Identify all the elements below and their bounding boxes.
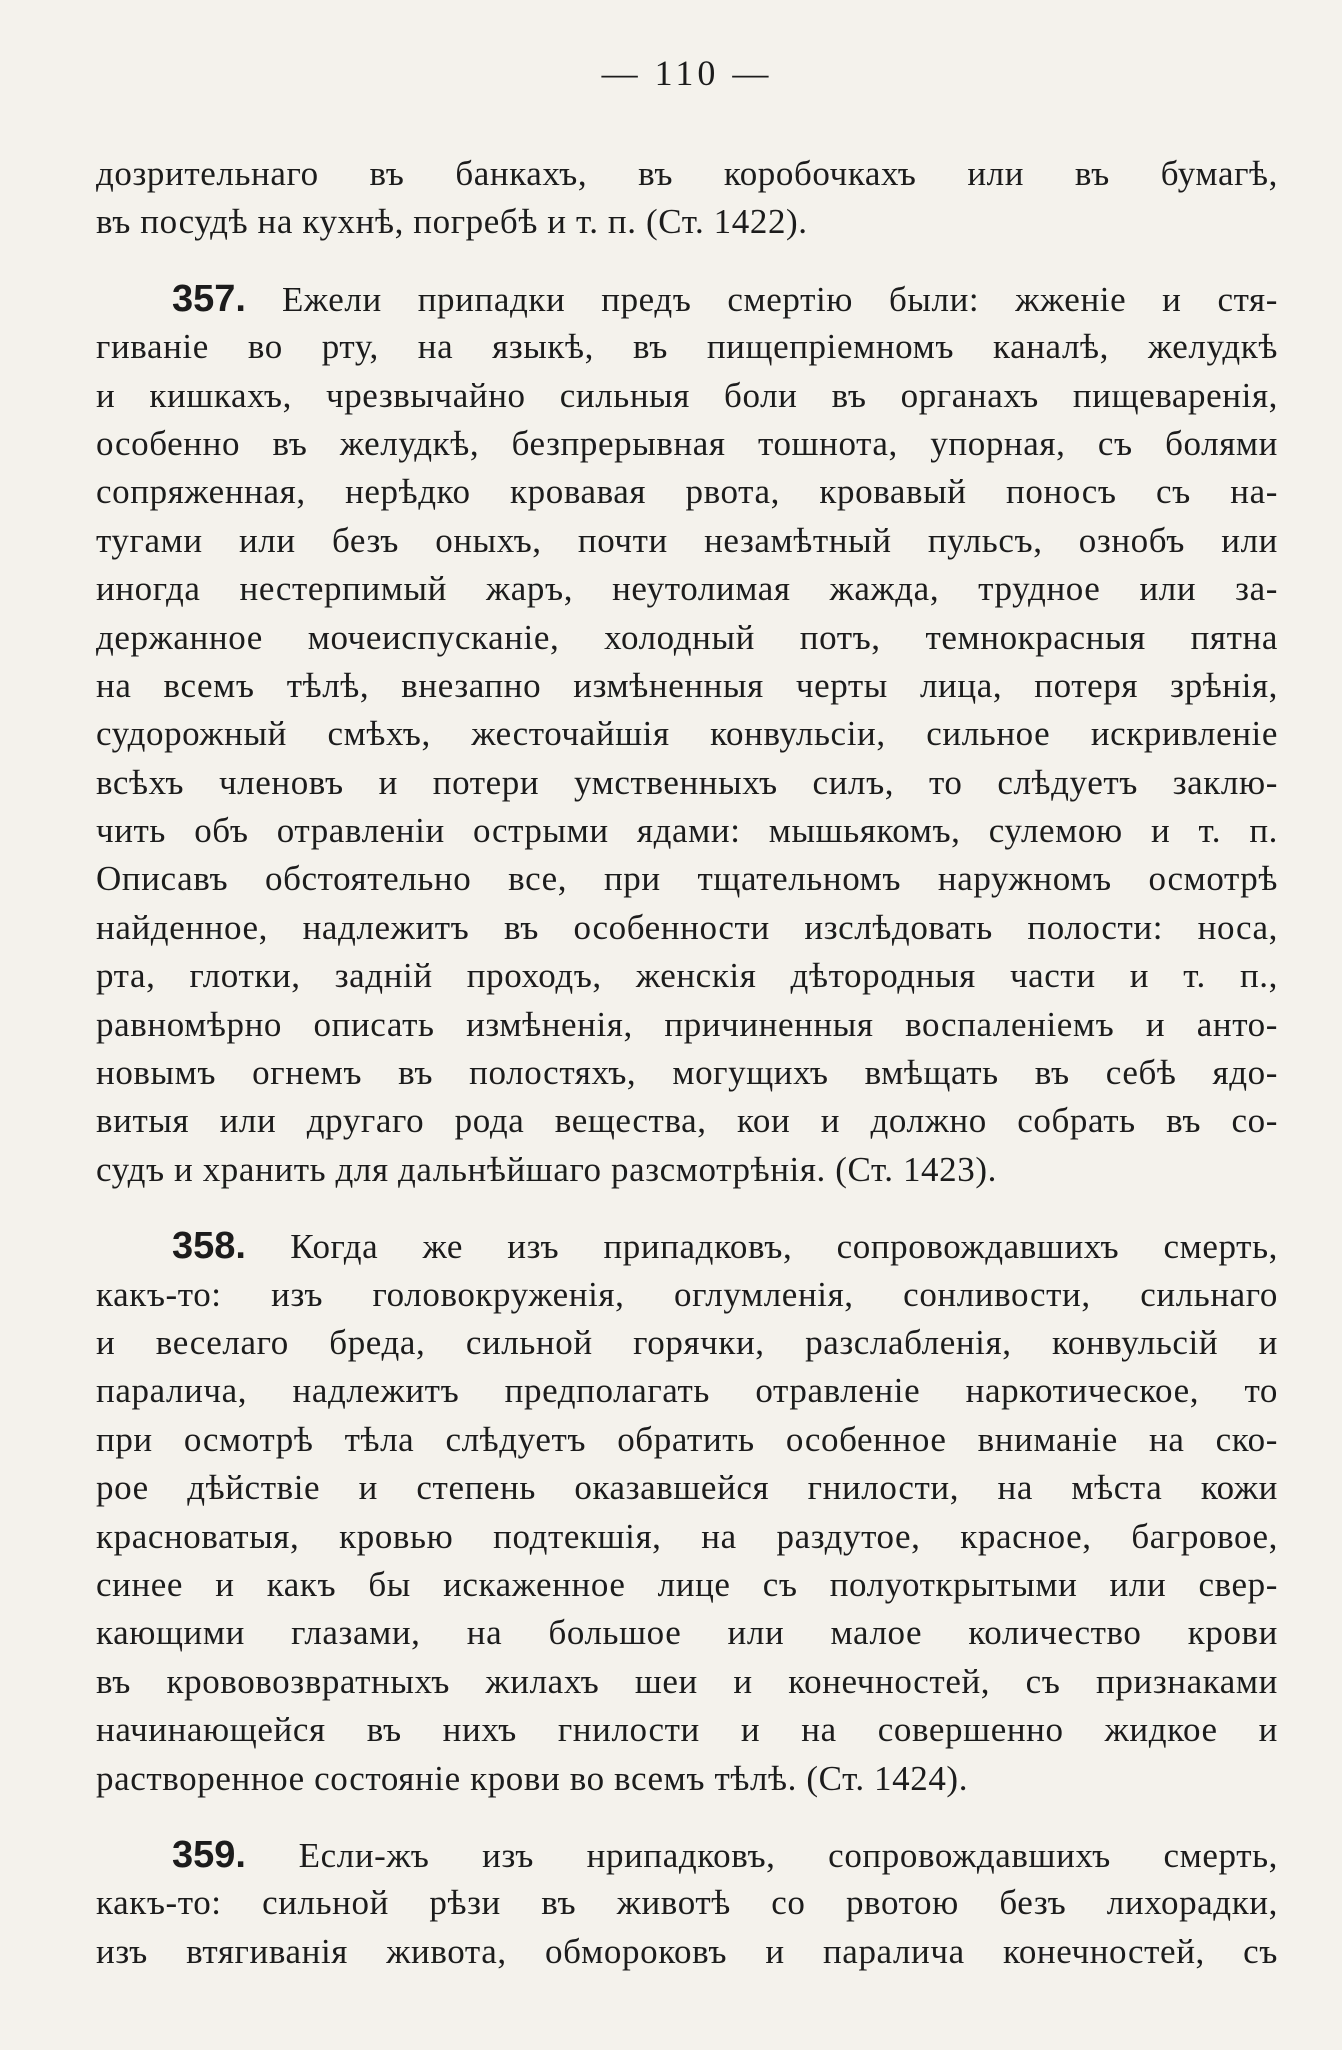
text-line: рта, глотки, задній проходъ, женскія дѣтородныя части и т. п., bbox=[96, 956, 1278, 996]
text-line: синее и какъ бы искаженное лице съ полуоткрытыми или свер- bbox=[96, 1564, 1278, 1604]
section-first-line bbox=[96, 1831, 1278, 1879]
text-line: особенно въ желудкѣ, безпрерывная тошнота, упорная, съ болями bbox=[96, 423, 1278, 463]
text-line: Описавъ обстоятельно все, при тщательномъ наружномъ осмотрѣ bbox=[96, 859, 1278, 899]
text-line: держанное мочеиспусканіе, холодный потъ, темнокрасныя пятна bbox=[96, 617, 1278, 657]
text-line: сопряженная, нерѣдко кровавая рвота, кровавый поносъ съ на- bbox=[96, 472, 1278, 512]
text-line: всѣхъ членовъ и потери умственныхъ силъ, то слѣдуетъ заклю- bbox=[96, 762, 1278, 802]
text-line: и веселаго бреда, сильной горячки, разслабленія, конвульсій и bbox=[96, 1322, 1278, 1362]
text-line: начинающейся въ нихъ гнилости и на совершенно жидкое и bbox=[96, 1710, 1278, 1750]
text-line: рое дѣйствіе и степень оказавшейся гнилости, на мѣста кожи bbox=[96, 1468, 1278, 1508]
text-line: и кишкахъ, чрезвычайно сильныя боли въ органахъ пищеваренія, bbox=[96, 375, 1278, 415]
text-line: дозрительнаго въ банкахъ, въ коробочкахъ или въ бумагѣ, bbox=[96, 154, 1278, 193]
paragraph-gap bbox=[96, 247, 1278, 275]
text-line: равномѣрно описать измѣненія, причиненныя воспаленіемъ и анто- bbox=[96, 1004, 1278, 1044]
text-line: найденное, надлежитъ въ особенности изслѣдовать полости: носа, bbox=[96, 907, 1278, 947]
section-first-text: Когда же изъ припадковъ, сопровождавшихъ смерть, bbox=[290, 1227, 1278, 1267]
intro-paragraph bbox=[96, 150, 1278, 247]
text-line: красноватыя, кровью подтекшія, на раздутое, красное, багровое, bbox=[96, 1516, 1278, 1556]
text-line: паралича, надлежитъ предполагать отравленіе наркотическое, то bbox=[96, 1371, 1278, 1411]
section-first-text: Ежели припадки предъ смертію были: жженіе и стя- bbox=[281, 279, 1278, 319]
section-first-line bbox=[96, 275, 1278, 323]
section-358 bbox=[96, 1222, 1278, 1803]
text-line: судъ и хранить для дальнѣйшаго разсмотрѣнія. (Ст. 1423). bbox=[96, 1149, 997, 1189]
text-line: кающими глазами, на большое или малое количество крови bbox=[96, 1613, 1278, 1653]
text-line: на всемъ тѣлѣ, внезапно измѣненныя черты лица, потеря зрѣнія, bbox=[96, 665, 1278, 705]
text-line: какъ-то: изъ головокруженія, оглумленія, сонливости, сильнаго bbox=[96, 1274, 1278, 1314]
text-line: изъ втягиванія живота, обмороковъ и паралича конечностей, съ bbox=[96, 1931, 1278, 1971]
text-line: новымъ огнемъ въ полостяхъ, могущихъ вмѣщать въ себѣ ядо- bbox=[96, 1053, 1278, 1093]
section-first-line bbox=[96, 1222, 1278, 1270]
text-line: въ крововозвратныхъ жилахъ шеи и конечностей, съ признаками bbox=[96, 1661, 1278, 1701]
text-line: судорожный смѣхъ, жесточайшія конвульсіи, сильное искривленіе bbox=[96, 714, 1278, 754]
section-number: 357. bbox=[172, 277, 246, 320]
section-number: 359. bbox=[172, 1833, 246, 1876]
text-line: растворенное состояніе крови во всемъ тѣлѣ. (Ст. 1424). bbox=[96, 1758, 969, 1798]
text-line: иногда нестерпимый жаръ, неутолимая жажда, трудное или за- bbox=[96, 569, 1278, 609]
page bbox=[96, 48, 1278, 1976]
section-359 bbox=[96, 1831, 1278, 1976]
paragraph-gap bbox=[96, 1194, 1278, 1222]
text-line: какъ-то: сильной рѣзи въ животѣ со рвотою безъ лихорадки, bbox=[96, 1883, 1278, 1923]
section-first-text: Если-жъ изъ нрипадковъ, сопровождавшихъ смерть, bbox=[298, 1835, 1279, 1875]
text-line: витыя или другаго рода вещества, кои и должно собрать въ со- bbox=[96, 1101, 1278, 1141]
text-line: при осмотрѣ тѣла слѣдуетъ обратить особенное вниманіе на ско- bbox=[96, 1419, 1278, 1459]
page-number: — 110 — bbox=[601, 53, 773, 93]
section-357 bbox=[96, 275, 1278, 1194]
paragraph-gap bbox=[96, 1803, 1278, 1831]
text-line: гиваніе во рту, на языкѣ, въ пищепріемномъ каналѣ, желудкѣ bbox=[96, 327, 1278, 367]
text-line: тугами или безъ оныхъ, почти незамѣтный пульсъ, ознобъ или bbox=[96, 520, 1278, 560]
section-number: 358. bbox=[172, 1225, 246, 1268]
text-line: въ посудѣ на кухнѣ, погребѣ и т. п. (Ст. 1422). bbox=[96, 202, 808, 242]
text-line: чить объ отравленіи острыми ядами: мышьякомъ, сулемою и т. п. bbox=[96, 811, 1278, 851]
